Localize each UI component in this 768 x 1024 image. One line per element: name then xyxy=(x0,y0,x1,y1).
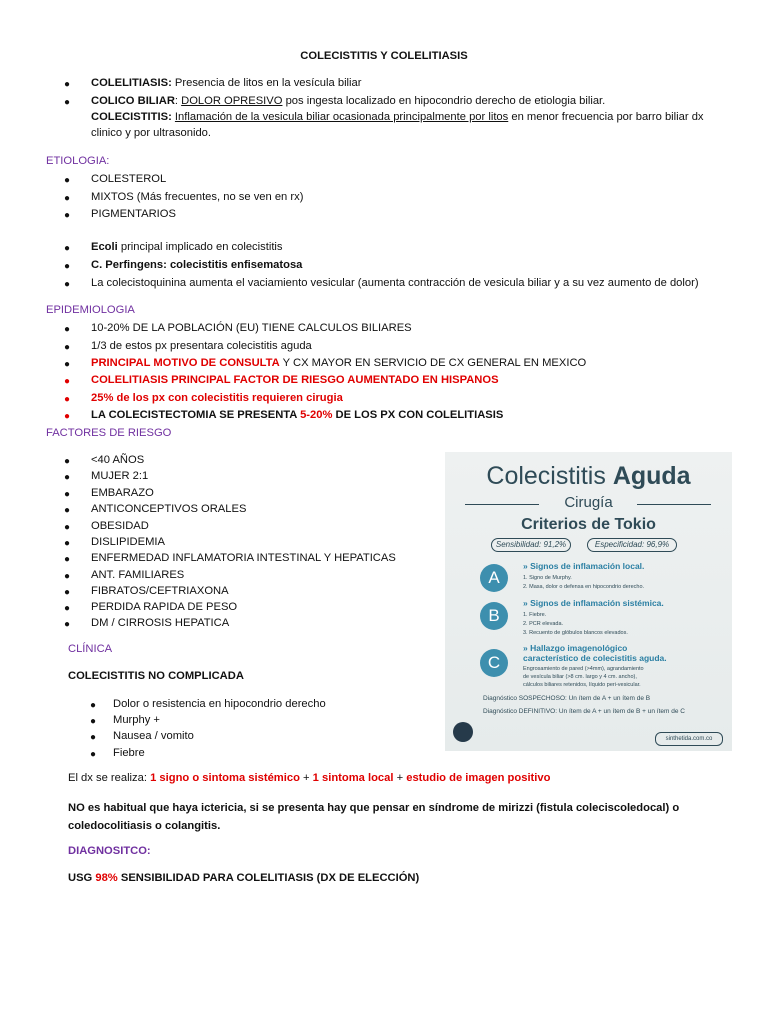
list-item: 1/3 de estos px presentara colecistitis aguda xyxy=(91,340,312,352)
red-text: 1 sintoma local xyxy=(312,772,394,784)
bullet: ● xyxy=(64,193,71,204)
b-item: 2. PCR elevada. xyxy=(523,621,564,627)
bullet: ● xyxy=(64,243,71,254)
a-heading: » Signos de inflamación local. xyxy=(523,561,645,571)
def-colico xyxy=(91,95,605,107)
bullet: ● xyxy=(64,587,71,598)
b-heading: » Signos de inflamación sistémica. xyxy=(523,598,664,608)
bullet: ● xyxy=(64,97,71,108)
logo-icon xyxy=(453,722,473,742)
bullet: ● xyxy=(64,324,71,335)
text: + xyxy=(299,772,313,784)
c-heading: característico de colecistitis aguda. xyxy=(523,653,667,663)
clinica-sub: COLECISTITIS NO COMPLICADA xyxy=(68,670,244,682)
list-item: COLESTEROL xyxy=(91,173,167,185)
bullet: ● xyxy=(64,472,71,483)
heading-clinica: CLÍNICA xyxy=(68,643,113,655)
dx-line xyxy=(68,772,550,784)
red-text: PRINCIPAL MOTIVO DE CONSULTA xyxy=(91,357,280,369)
info-subtitle: Cirugía xyxy=(564,494,613,511)
list-item: Murphy + xyxy=(113,714,160,726)
text: USG xyxy=(68,872,96,884)
text: El dx se realiza: xyxy=(68,772,151,784)
text: DE LOS PX CON COLELITIASIS xyxy=(332,409,504,421)
c-item: Engrosamiento de pared (>4mm), agrandamiento xyxy=(523,666,644,672)
list-item: EMBARAZO xyxy=(91,487,154,499)
term: COLECISTITIS: xyxy=(91,111,172,123)
text: en menor frecuencia por barro biliar dx xyxy=(508,111,704,123)
term: COLICO BILIAR xyxy=(91,95,175,107)
list-item: DM / CIRROSIS HEPATICA xyxy=(91,617,230,629)
list-item: MIXTOS (Más frecuentes, no se ven en rx) xyxy=(91,191,304,203)
term: COLELITIASIS: xyxy=(91,77,172,89)
text: Y CX MAYOR EN SERVICIO DE CX GENERAL EN MEXICO xyxy=(279,357,587,369)
bullet: ● xyxy=(64,279,71,290)
a-item: 1. Signo de Murphy. xyxy=(523,575,572,581)
list-item: MUJER 2:1 xyxy=(91,470,149,482)
red-text: 98% xyxy=(95,872,118,884)
bullet: ● xyxy=(64,505,71,516)
tokio-criteria-infographic xyxy=(445,452,732,751)
text: Presencia de litos en la vesícula biliar xyxy=(171,77,362,89)
info-title xyxy=(445,462,732,491)
bullet: ● xyxy=(90,732,97,743)
b-item: 3. Recuento de glóbulos blancos elevados. xyxy=(523,630,628,636)
bullet: ● xyxy=(64,489,71,500)
red-text: estudio de imagen positivo xyxy=(406,772,551,784)
c-item: de vesícula biliar (>8 cm. largo y 4 cm. ancho), xyxy=(523,674,637,680)
list-item: COLELITIASIS PRINCIPAL FACTOR DE RIESGO AUMENTADO EN HISPANOS xyxy=(91,374,499,386)
list-item: Nausea / vomito xyxy=(113,730,194,742)
bullet: ● xyxy=(64,554,71,565)
c-heading: » Hallazgo imagenológico xyxy=(523,643,628,653)
list-item: Dolor o resistencia en hipocondrio derecho xyxy=(113,698,326,710)
text: + xyxy=(393,772,407,784)
info-criteria: Criterios de Tokio xyxy=(521,516,656,533)
list-item: PIGMENTARIOS xyxy=(91,208,176,220)
bullet: ● xyxy=(64,210,71,221)
list-item: PERDIDA RAPIDA DE PESO xyxy=(91,601,238,613)
b-item: 1. Fiebre. xyxy=(523,612,547,618)
specificity-badge: Especificidad: 96,9% xyxy=(587,538,677,552)
list-item: Fiebre xyxy=(113,747,145,759)
letter-b-badge: B xyxy=(480,602,508,630)
list-item: FIBRATOS/CEFTRIAXONA xyxy=(91,585,229,597)
term: Ecoli xyxy=(91,241,118,253)
list-item: <40 AÑOS xyxy=(91,454,145,466)
bullet: ● xyxy=(64,411,71,422)
bullet: ● xyxy=(64,261,71,272)
red-text: 1 signo o sintoma sistémico xyxy=(150,772,300,784)
text: LA COLECISTECTOMIA SE PRESENTA xyxy=(91,409,301,421)
text: pos ingesta localizado en hipocondrio derecho de etiologia biliar. xyxy=(282,95,606,107)
c-item: cálculos biliares retenidos, líquido peri-vesicular. xyxy=(523,682,641,688)
bullet: ● xyxy=(64,603,71,614)
bullet: ● xyxy=(64,342,71,353)
bullet: ● xyxy=(64,456,71,467)
list-item: DISLIPIDEMIA xyxy=(91,536,165,548)
page-title: COLECISTITIS Y COLELITIASIS xyxy=(300,50,468,62)
bullet: ● xyxy=(64,359,71,370)
bullet: ● xyxy=(64,619,71,630)
usg-line xyxy=(68,872,419,884)
heading-diagnostico: DIAGNOSITCO: xyxy=(68,845,151,857)
heading-etiologia: ETIOLOGIA: xyxy=(46,155,110,167)
sensitivity-badge: Sensibilidad: 91,2% xyxy=(491,538,571,552)
info-title-light: Colecistitis xyxy=(486,462,613,490)
list-item xyxy=(91,241,283,253)
list-item xyxy=(91,409,503,421)
note-line-2: coledocolitiasis o colangitis. xyxy=(68,820,221,832)
def-colecistitis-2: clinico y por ultrasonido. xyxy=(91,127,212,139)
text: SENSIBILIDAD PARA COLELITIASIS (DX DE ELECCIÓN) xyxy=(117,872,420,884)
diagnosis-suspected: Diagnóstico SOSPECHOSO: Un ítem de A + un ítem de B xyxy=(483,695,651,702)
list-item: ANTICONCEPTIVOS ORALES xyxy=(91,503,247,515)
list-item: ANT. FAMILIARES xyxy=(91,569,185,581)
bullet: ● xyxy=(64,538,71,549)
note-line-1: NO es habitual que haya ictericia, si se presenta hay que pensar en síndrome de mirizzi (fistula coleciscoledocal) o xyxy=(68,802,680,814)
list-item: C. Perfingens: colecistitis enfisematosa xyxy=(91,259,303,271)
list-item: La colecistoquinina aumenta el vaciamiento vesicular (aumenta contracción de vesicula biliar y a su vez aumento de dolor) xyxy=(91,277,699,289)
info-title-bold: Aguda xyxy=(612,462,691,490)
def-colelitiasis xyxy=(91,77,361,89)
bullet: ● xyxy=(64,376,71,387)
bullet: ● xyxy=(64,175,71,186)
list-item: OBESIDAD xyxy=(91,520,149,532)
bullet: ● xyxy=(64,79,71,90)
divider xyxy=(637,504,711,505)
bullet: ● xyxy=(90,749,97,760)
bullet: ● xyxy=(64,394,71,405)
bullet: ● xyxy=(90,716,97,727)
bullet: ● xyxy=(64,522,71,533)
def-colecistitis xyxy=(91,111,704,123)
list-item: 10-20% DE LA POBLACIÓN (EU) TIENE CALCULOS BILIARES xyxy=(91,322,412,334)
heading-factores: FACTORES DE RIESGO xyxy=(46,427,172,439)
letter-a-badge: A xyxy=(480,564,508,592)
list-item xyxy=(91,357,586,369)
red-text: 5-20% xyxy=(300,409,333,421)
list-item: 25% de los px con colecistitis requieren cirugia xyxy=(91,392,343,404)
list-item: ENFERMEDAD INFLAMATORIA INTESTINAL Y HEPATICAS xyxy=(91,552,396,564)
underlined: Inflamación de la vesicula biliar ocasionada principalmente por litos xyxy=(174,111,509,123)
text: : xyxy=(174,95,182,107)
a-item: 2. Masa, dolor o defensa en hipocondrio derecho. xyxy=(523,584,645,590)
bullet: ● xyxy=(90,700,97,711)
letter-c-badge: C xyxy=(480,649,508,677)
site-label: sinthetida.com.co xyxy=(655,732,723,746)
text: principal implicado en colecistitis xyxy=(117,241,283,253)
diagnosis-definitive: Diagnóstico DEFINITIVO: Un ítem de A + un ítem de B + un ítem de C xyxy=(483,708,685,715)
underlined: DOLOR OPRESIVO xyxy=(181,95,283,107)
bullet: ● xyxy=(64,571,71,582)
heading-epidemiologia: EPIDEMIOLOGIA xyxy=(46,304,135,316)
